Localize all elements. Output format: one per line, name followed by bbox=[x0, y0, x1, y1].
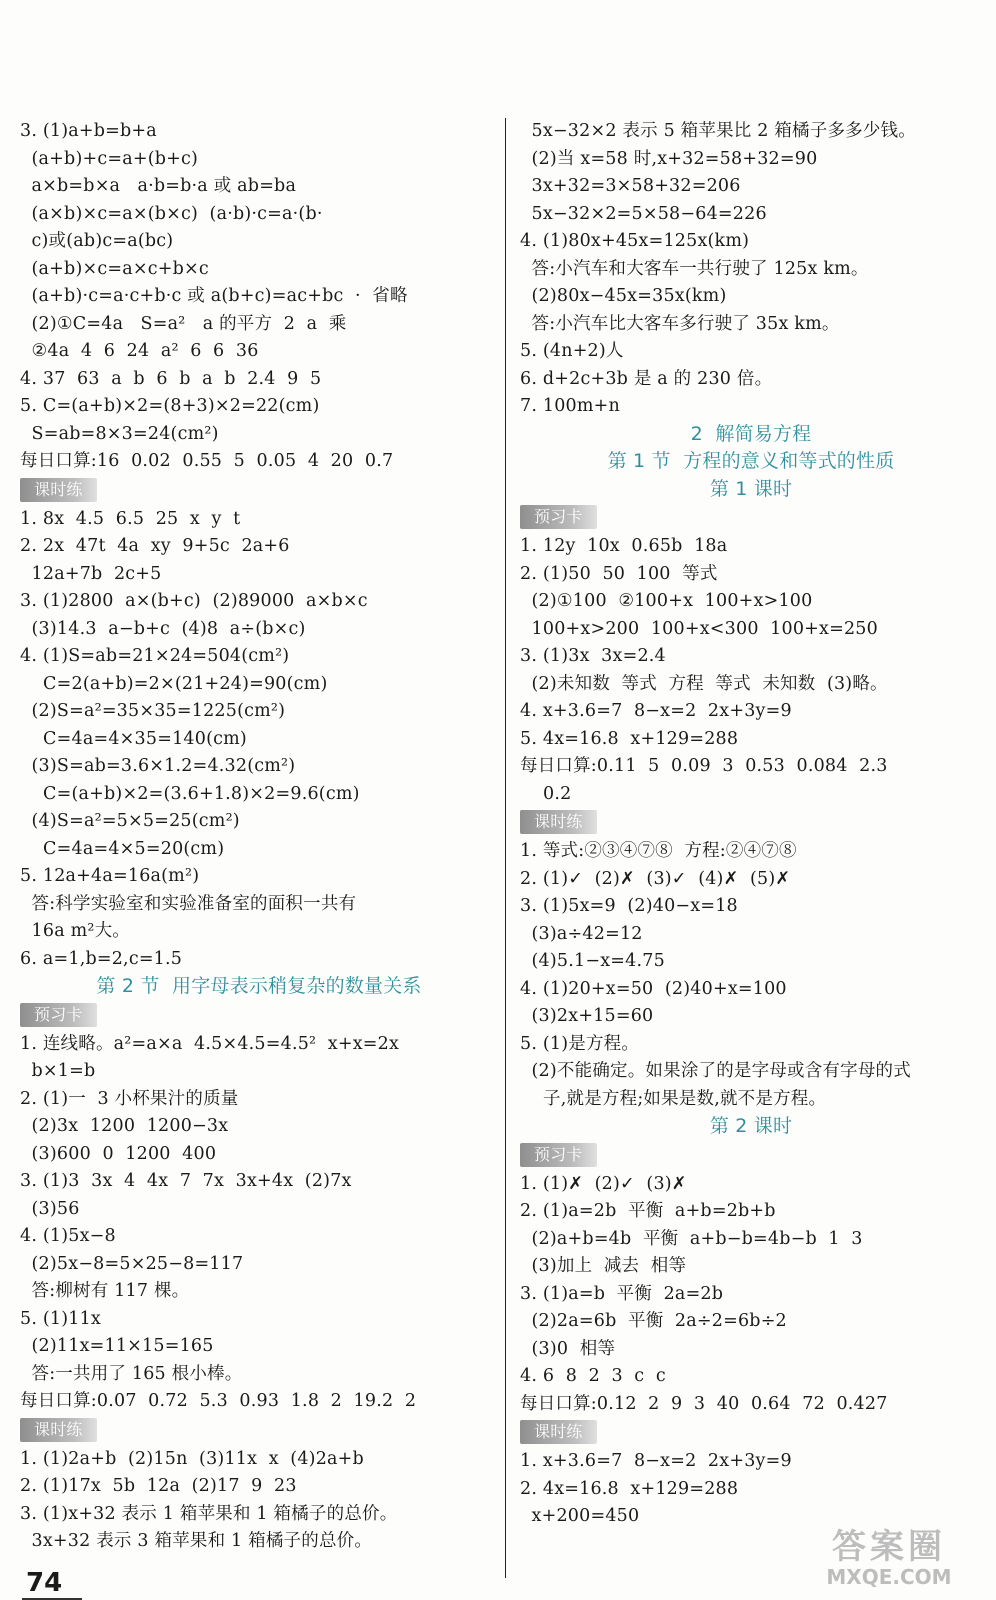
answer-line: 4. (1)20+x=50 (2)40+x=100 bbox=[520, 978, 787, 999]
answer-line: 5x−32×2 表示 5 箱苹果比 2 箱橘子多多少钱。 bbox=[520, 121, 916, 141]
answer-line: 2. (1)17x 5b 12a (2)17 9 23 bbox=[20, 1476, 297, 1496]
answer-line: 每日口算:0.12 2 9 3 40 0.64 72 0.427 bbox=[520, 1393, 888, 1414]
answer-line: 5x−32×2=5×58−64=226 bbox=[520, 203, 767, 224]
answer-line: (2)S=a²=35×35=1225(cm²) bbox=[20, 701, 286, 721]
answer-line: (a+b)+c=a+(b+c) bbox=[20, 148, 199, 169]
answer-line: 1. (1)2a+b (2)15n (3)11x x (4)2a+b bbox=[20, 1448, 364, 1469]
answer-line: (2)当 x=58 时,x+32=58+32=90 bbox=[520, 148, 818, 169]
answer-line: 4. (1)S=ab=21×24=504(cm²) bbox=[20, 646, 290, 666]
section-heading: 第 2 课时 bbox=[709, 1115, 793, 1137]
answer-line: (4)5.1−x=4.75 bbox=[520, 951, 665, 971]
answer-line: S=ab=8×3=24(cm²) bbox=[20, 423, 219, 444]
answer-line: (2)3x 1200 1200−3x bbox=[20, 1116, 229, 1136]
answer-line: C=4a=4×35=140(cm) bbox=[20, 728, 247, 749]
answer-line: (3)加上 减去 相等 bbox=[520, 1256, 687, 1276]
answer-line: (2)①100 ②100+x 100+x>100 bbox=[520, 591, 813, 611]
answer-line: 1. 等式:②③④⑦⑧ 方程:②④⑦⑧ bbox=[520, 841, 797, 861]
answer-line: (3)2x+15=60 bbox=[520, 1006, 654, 1026]
answer-line: a×b=b×a a·b=b·a 或 ab=ba bbox=[20, 176, 297, 196]
answer-line: 答:柳树有 117 棵。 bbox=[20, 1281, 190, 1301]
answer-line: 2. (1)✓ (2)✗ (3)✓ (4)✗ (5)✗ bbox=[520, 868, 791, 889]
answer-line: 5. 12a+4a=16a(m²) bbox=[20, 866, 200, 886]
section-heading: 2 解简易方程 bbox=[690, 422, 812, 445]
answer-line: 3. (1)2800 a×(b+c) (2)89000 a×b×c bbox=[20, 591, 368, 611]
answer-line: 6. d+2c+3b 是 a 的 230 倍。 bbox=[520, 368, 773, 389]
answer-line: 4. (1)5x−8 bbox=[20, 1226, 116, 1246]
answer-line: (a+b)·c=a·c+b·c 或 a(b+c)=ac+bc · 省略 bbox=[20, 286, 408, 306]
answer-line: 12a+7b 2c+5 bbox=[20, 563, 162, 584]
answer-line: (2)80x−45x=35x(km) bbox=[520, 286, 727, 306]
left-column bbox=[20, 118, 498, 1556]
answer-line: 3. (1)5x=9 (2)40−x=18 bbox=[520, 896, 738, 916]
answer-line: 子,就是方程;如果是数,就不是方程。 bbox=[520, 1088, 827, 1109]
section-tag-row bbox=[520, 808, 982, 838]
answer-line: 答:一共用了 165 根小棒。 bbox=[20, 1363, 243, 1384]
answer-line: 5. (4n+2)人 bbox=[520, 341, 624, 361]
answer-line: 4. x+3.6=7 8−x=2 2x+3y=9 bbox=[520, 701, 792, 721]
section-tag-row bbox=[520, 1141, 982, 1171]
answer-line: (2)11x=11×15=165 bbox=[20, 1336, 214, 1356]
answer-line: 答:小汽车比大客车多行驶了 35x km。 bbox=[520, 313, 840, 334]
answer-line: 1. 8x 4.5 6.5 25 x y t bbox=[20, 508, 241, 529]
answer-line: 6. a=1,b=2,c=1.5 bbox=[20, 948, 183, 969]
section-tag-row bbox=[20, 1416, 498, 1446]
answer-line: (a+b)×c=a×c+b×c bbox=[20, 258, 209, 279]
answer-line: 0.2 bbox=[520, 783, 572, 804]
answer-line: (3)a÷42=12 bbox=[520, 923, 643, 944]
answer-line: (2)未知数 等式 方程 等式 未知数 (3)略。 bbox=[520, 673, 888, 694]
section-heading: 第 2 节 用字母表示稍复杂的数量关系 bbox=[96, 975, 422, 997]
answer-line: 4. 37 63 a b 6 b a b 2.4 9 5 bbox=[20, 368, 322, 389]
answer-line: (3)0 相等 bbox=[520, 1338, 616, 1359]
answer-line: 3. (1)a=b 平衡 2a=2b bbox=[520, 1283, 724, 1304]
column-divider bbox=[505, 118, 506, 1578]
answer-line: (2)a+b=4b 平衡 a+b−b=4b−b 1 3 bbox=[520, 1228, 863, 1249]
section-tag: 课时练 bbox=[520, 810, 597, 834]
answer-line: (2)①C=4a S=a² a 的平方 2 a 乘 bbox=[20, 313, 347, 334]
answer-line: C=(a+b)×2=(3.6+1.8)×2=9.6(cm) bbox=[20, 783, 360, 804]
answer-line: 1. (1)✗ (2)✓ (3)✗ bbox=[520, 1173, 687, 1194]
answer-line: (4)S=a²=5×5=25(cm²) bbox=[20, 811, 240, 831]
answer-line: 3. (1)a+b=b+a bbox=[20, 121, 157, 141]
section-tag-row bbox=[520, 503, 982, 533]
section-tag: 预习卡 bbox=[520, 505, 597, 529]
answer-line: x+200=450 bbox=[520, 1506, 640, 1526]
answer-line: 5. (1)是方程。 bbox=[520, 1033, 640, 1054]
answer-line: 4. 6 8 2 3 c c bbox=[520, 1366, 666, 1386]
answer-line: 1. 连线略。a²=a×a 4.5×4.5=4.5² x+x=2x bbox=[20, 1033, 400, 1054]
answer-line: 2. 2x 47t 4a xy 9+5c 2a+6 bbox=[20, 536, 290, 556]
answer-line: C=2(a+b)=2×(21+24)=90(cm) bbox=[20, 673, 328, 694]
answer-line: 5. 4x=16.8 x+129=288 bbox=[520, 728, 739, 749]
right-column bbox=[520, 118, 982, 1531]
answer-line: 3x+32 表示 3 箱苹果和 1 箱橘子的总价。 bbox=[20, 1531, 373, 1551]
answer-line: 1. 12y 10x 0.65b 18a bbox=[520, 536, 728, 556]
section-tag: 课时练 bbox=[520, 1420, 597, 1444]
answer-line: 100+x>200 100+x<300 100+x=250 bbox=[520, 618, 878, 639]
answer-line: 5. (1)11x bbox=[20, 1308, 101, 1329]
answer-line: 每日口算:0.07 0.72 5.3 0.93 1.8 2 19.2 2 bbox=[20, 1391, 417, 1411]
answer-line: (3)56 bbox=[20, 1198, 80, 1219]
answer-line: 16a m²大。 bbox=[20, 921, 130, 941]
answer-line: 2. (1)一 3 小杯果汁的质量 bbox=[20, 1088, 239, 1109]
answer-line: 3. (1)x+32 表示 1 箱苹果和 1 箱橘子的总价。 bbox=[20, 1503, 398, 1524]
answer-line: 每日口算:16 0.02 0.55 5 0.05 4 20 0.7 bbox=[20, 451, 394, 471]
answer-line: 每日口算:0.11 5 0.09 3 0.53 0.084 2.3 bbox=[520, 756, 888, 776]
section-tag: 预习卡 bbox=[20, 1003, 97, 1027]
answer-line: 3. (1)3 3x 4 4x 7 7x 3x+4x (2)7x bbox=[20, 1171, 352, 1191]
answer-line: (3)S=ab=3.6×1.2=4.32(cm²) bbox=[20, 756, 296, 776]
answer-line: 3x+32=3×58+32=206 bbox=[520, 176, 741, 196]
answer-line: 4. (1)80x+45x=125x(km) bbox=[520, 231, 750, 251]
watermark-url: MXQE.COM bbox=[826, 1565, 952, 1589]
answer-line: ②4a 4 6 24 a² 6 6 36 bbox=[20, 341, 259, 361]
page-number: 74 bbox=[26, 1568, 63, 1598]
answer-line: b×1=b bbox=[20, 1061, 96, 1081]
answer-line: C=4a=4×5=20(cm) bbox=[20, 838, 225, 859]
answer-line: 2. (1)50 50 100 等式 bbox=[520, 563, 718, 584]
answer-line: 5. C=(a+b)×2=(8+3)×2=22(cm) bbox=[20, 396, 320, 416]
watermark-title: 答案圈 bbox=[832, 1527, 946, 1567]
section-tag: 课时练 bbox=[20, 1418, 97, 1442]
answer-line: 答:小汽车和大客车一共行驶了 125x km。 bbox=[520, 258, 869, 279]
answer-line: c)或(ab)c=a(bc) bbox=[20, 231, 174, 251]
section-tag-row bbox=[20, 476, 498, 506]
answer-line: 2. 4x=16.8 x+129=288 bbox=[520, 1478, 739, 1499]
section-heading: 第 1 节 方程的意义和等式的性质 bbox=[607, 450, 895, 472]
section-tag: 课时练 bbox=[20, 478, 97, 502]
answer-line: (3)14.3 a−b+c (4)8 a÷(b×c) bbox=[20, 618, 306, 639]
answer-line: (a×b)×c=a×(b×c) (a·b)·c=a·(b· bbox=[20, 203, 323, 224]
answer-line: (2)5x−8=5×25−8=117 bbox=[20, 1253, 244, 1274]
section-tag: 预习卡 bbox=[520, 1143, 597, 1167]
answer-line: (2)不能确定。如果涂了的是字母或含有字母的式 bbox=[520, 1061, 911, 1081]
answer-line: 1. x+3.6=7 8−x=2 2x+3y=9 bbox=[520, 1451, 792, 1471]
answer-line: 2. (1)a=2b 平衡 a+b=2b+b bbox=[520, 1201, 776, 1221]
answer-line: (2)2a=6b 平衡 2a÷2=6b÷2 bbox=[520, 1311, 787, 1331]
answer-line: 3. (1)3x 3x=2.4 bbox=[520, 646, 666, 666]
section-tag-row bbox=[520, 1418, 982, 1448]
watermark-logo bbox=[804, 1528, 974, 1590]
section-heading: 第 1 课时 bbox=[709, 477, 793, 500]
answer-line: 7. 100m+n bbox=[520, 396, 620, 416]
answer-line: (3)600 0 1200 400 bbox=[20, 1143, 217, 1164]
answer-line: 答:科学实验室和实验准备室的面积一共有 bbox=[20, 893, 357, 914]
section-tag-row bbox=[20, 1001, 498, 1031]
